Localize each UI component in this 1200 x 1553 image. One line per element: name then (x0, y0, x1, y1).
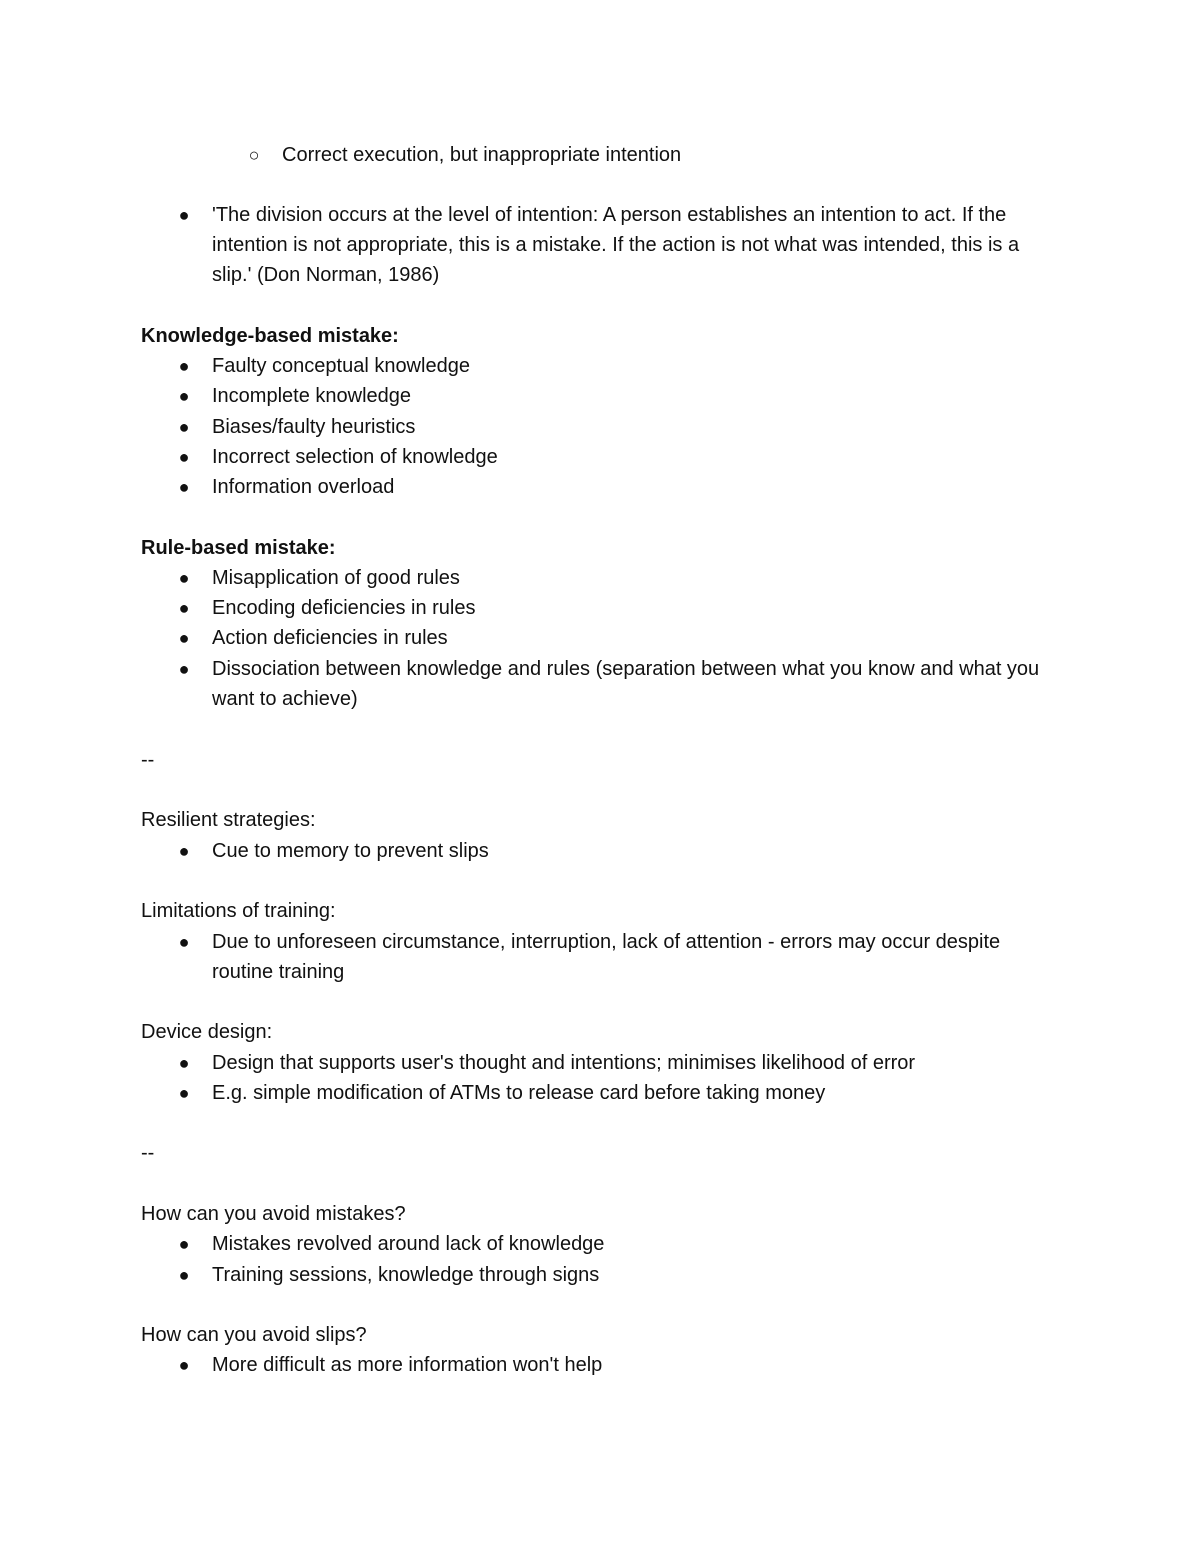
bullet-icon: ● (178, 386, 190, 406)
rule-based-heading: Rule-based mistake: (141, 537, 336, 559)
list-item: Information overload (212, 476, 395, 498)
bullet-icon: ● (178, 659, 190, 679)
bullet-icon: ● (178, 447, 190, 467)
separator: -- (141, 1142, 155, 1164)
device-design-heading: Device design: (141, 1021, 273, 1043)
bullet-icon: ● (178, 1053, 190, 1073)
list-item-line-1: Due to unforeseen circumstance, interruption, lack of attention - errors may occur despite (212, 931, 1001, 953)
list-item: Faulty conceptual knowledge (212, 355, 470, 377)
list-item: More difficult as more information won't help (212, 1354, 603, 1376)
list-item: Encoding deficiencies in rules (212, 597, 476, 619)
list-item-line-2: routine training (212, 961, 345, 983)
training-heading: Limitations of training: (141, 900, 336, 922)
list-item-line-1: Dissociation between knowledge and rules (separation between what you know and what you (212, 658, 1040, 680)
list-item: Action deficiencies in rules (212, 627, 448, 649)
bullet-icon: ● (178, 1083, 190, 1103)
list-item: Misapplication of good rules (212, 567, 460, 589)
avoid-mistakes-heading: How can you avoid mistakes? (141, 1203, 406, 1225)
sub-list-item: Correct execution, but inappropriate intention (282, 144, 682, 166)
list-item-line-2: want to achieve) (212, 688, 358, 710)
bullet-icon: ● (178, 417, 190, 437)
bullet-icon: ● (178, 205, 190, 225)
bullet-icon: ● (178, 356, 190, 376)
bullet-icon: ● (178, 841, 190, 861)
list-item: Cue to memory to prevent slips (212, 840, 489, 862)
bullet-icon: ● (178, 598, 190, 618)
bullet-icon: ● (178, 568, 190, 588)
bullet-icon: ● (178, 1234, 190, 1254)
list-item: Design that supports user's thought and intentions; minimises likelihood of error (212, 1052, 916, 1074)
bullet-icon: ● (178, 1355, 190, 1375)
bullet-icon: ● (178, 477, 190, 497)
bullet-icon: ● (178, 628, 190, 648)
quote-line-1: 'The division occurs at the level of intention: A person establishes an intention to act. If the (212, 204, 1007, 226)
list-item: Training sessions, knowledge through signs (212, 1264, 600, 1286)
bullet-icon: ● (178, 1265, 190, 1285)
resilient-heading: Resilient strategies: (141, 809, 316, 831)
list-item: Biases/faulty heuristics (212, 416, 416, 438)
separator: -- (141, 749, 155, 771)
sub-bullet-icon: ○ (248, 145, 260, 165)
list-item: Incorrect selection of knowledge (212, 446, 498, 468)
list-item: E.g. simple modification of ATMs to release card before taking money (212, 1082, 826, 1104)
quote-line-3: slip.' (Don Norman, 1986) (212, 264, 440, 286)
quote-line-2: intention is not appropriate, this is a mistake. If the action is not what was intended, this is a (212, 234, 1020, 256)
list-item: Mistakes revolved around lack of knowledge (212, 1233, 605, 1255)
list-item: Incomplete knowledge (212, 385, 412, 407)
knowledge-based-heading: Knowledge-based mistake: (141, 325, 399, 347)
avoid-slips-heading: How can you avoid slips? (141, 1324, 367, 1346)
bullet-icon: ● (178, 932, 190, 952)
